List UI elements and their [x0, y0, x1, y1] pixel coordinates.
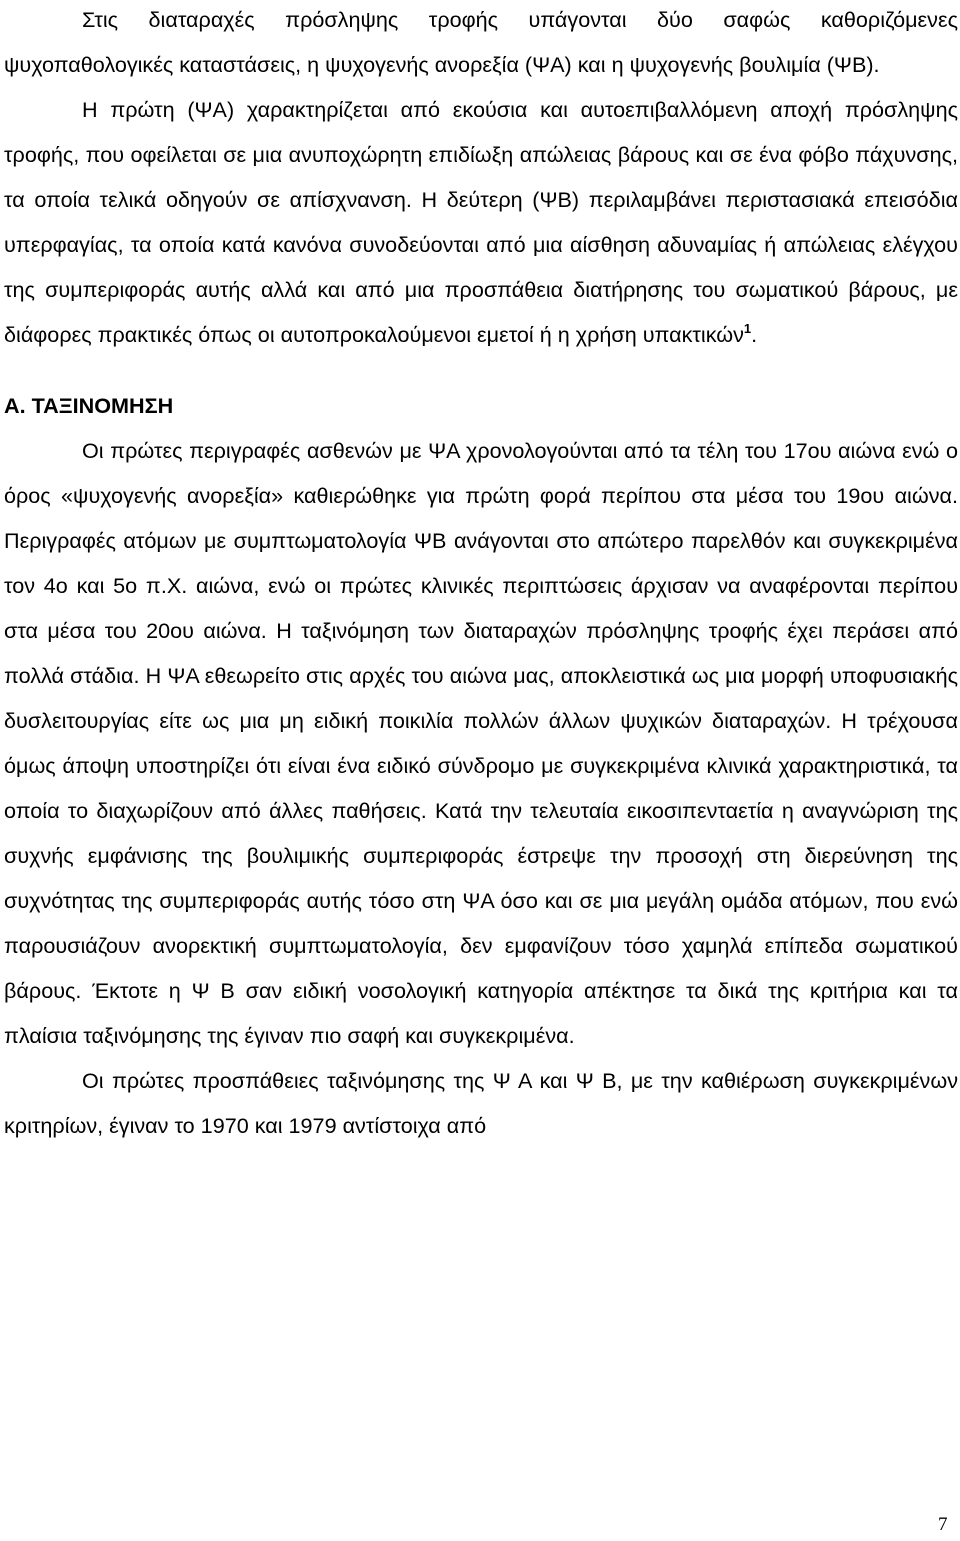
- footnote-reference[interactable]: 1: [743, 321, 752, 336]
- history-paragraph: Οι πρώτες περιγραφές ασθενών με ΨΑ χρονολογούνται από τα τέλη του 17ου αιώνα ενώ ο όρος «ψυχογενής ανορεξία» καθιερώθηκε για πρώτη φορά περίπου στα μέσα του 19ου αιώνα. Περιγραφές ατόμων με συμπτωματολογία ΨΒ ανάγονται στο απώτερο παρελθόν και συγκεκριμένα τον 4ο και 5ο π.Χ. αιώνα, ενώ οι πρώτες κλινικές περιπτώσεις άρχισαν να αναφέρονται περίπου στα μέσα του 20ου αιώνα. Η ταξινόμηση των διαταραχών πρόσληψης τροφής έχει περάσει από πολλά στάδια. Η ΨΑ εθεωρείτο στις αρχές του αιώνα μας, αποκλειστικά ως μια μορφή υποφυσιακής δυσλειτουργίας είτε ως μια μη ειδική ποικιλία πολλών άλλων ψυχικών διαταραχών. Η τρέχουσα όμως άποψη υποστηρίζει ότι είναι ένα ειδικό σύνδρομο με συγκεκριμένα κλινικά χαρακτηριστικά, τα οποία το διαχωρίζουν από άλλες παθήσεις. Κατά την τελευταία εικοσιπενταετία η αναγνώριση της συχνής εμφάνισης της βουλιμικής συμπεριφοράς έστρεψε την προσοχή στη διερεύνηση της συχνότητας της συμπεριφοράς αυτής τόσο στη ΨΑ όσο και σε μια μεγάλη ομάδα ατόμων, που ενώ παρουσιάζουν ανορεκτική συμπτωματολογία, δεν εμφανίζουν τόσο χαμηλά επίπεδα σωματικού βάρους. Έκτοτε η Ψ Β σαν ειδική νοσολογική κατηγορία απέκτησε τα δικά της κριτήρια και τα πλαίσια ταξινόμησης της έγιναν πιο σαφή και συγκεκριμένα.: [4, 438, 958, 1048]
- intro-paragraph: Στις διαταραχές πρόσληψης τροφής υπάγονται δύο σαφώς καθοριζόμενες ψυχοπαθολογικές καταστάσεις, η ψυχογενής ανορεξία (ΨΑ) και η ψυχογενής βουλιμία (ΨΒ).: [4, 7, 958, 77]
- spacer: [4, 357, 958, 361]
- definitions-tail: .: [751, 322, 758, 347]
- definitions-text: Η πρώτη (ΨΑ) χαρακτηρίζεται από εκούσια και αυτοεπιβαλλόμενη αποχή πρόσληψης τροφής, που οφείλεται σε μια ανυποχώρητη επιδίωξη απώλειας βάρους και σε ένα φόβο πάχυνσης, τα οποία τελικά οδηγούν σε απίσχνανση. Η δεύτερη (ΨΒ) περιλαμβάνει περιστασιακά επεισόδια υπερφαγίας, τα οποία κατά κανόνα συνοδεύονται από μια αίσθηση αδυναμίας ή απώλειας ελέγχου της συμπεριφοράς αυτής αλλά και από μια προσπάθεια διατήρησης του σωματικού βάρους, με διάφορες πρακτικές όπως οι αυτοπροκαλούμενοι εμετοί ή η χρήση υπακτικών: [4, 97, 958, 347]
- document-page: [4, 0, 958, 1148]
- definitions-paragraph: [4, 87, 958, 357]
- section-heading: Α. ΤΑΞΙΝΟΜΗΣΗ: [4, 393, 174, 418]
- classification-paragraph: Οι πρώτες προσπάθειες ταξινόμησης της Ψ Α και Ψ Β, με την καθιέρωση συγκεκριμένων κριτηρίων, έγιναν το 1970 και 1979 αντίστοιχα από: [4, 1068, 958, 1138]
- page-number: 7: [938, 1514, 948, 1535]
